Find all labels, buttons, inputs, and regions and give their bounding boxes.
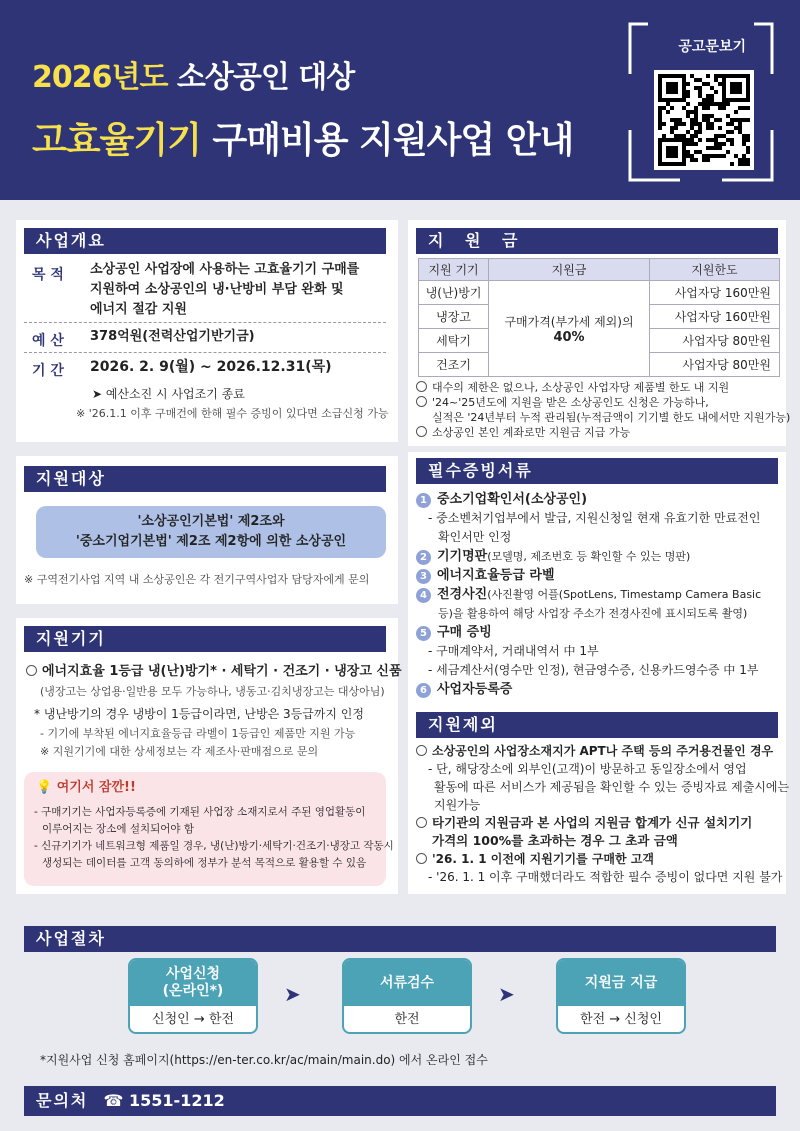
table-cell: 냉(난)방기 (419, 281, 489, 305)
col-header: 지원금 (489, 259, 650, 281)
table-cell: 사업자당 160만원 (649, 281, 779, 305)
number-badge-3: 3 (416, 569, 431, 584)
title-line-2: 고효율기기 구매비용 지원사업 안내 (32, 120, 574, 161)
arrow-right-icon: ➤ (284, 982, 301, 1006)
devices-heading: 지원기기 (24, 626, 386, 652)
divider (24, 322, 386, 323)
purpose-label: 목 적 (32, 267, 64, 283)
support-table (418, 258, 780, 377)
target-box: '소상공인기본법' 제2조와 '중소기업기본법' 제2조 제2항에 의한 소상공인 (36, 506, 386, 558)
purpose-text: 소상공인 사업장에 사용하는 고효율기기 구매를 지원하여 소상공인의 냉·난방비 부담 완화 및 에너지 절감 지원 (90, 262, 360, 317)
process-heading: 사업절차 (24, 926, 776, 952)
col-header: 지원한도 (649, 259, 779, 281)
table-cell: 사업자당 80만원 (649, 353, 779, 377)
process-note: *지원사업 신청 홈페이지(https://en-ter.co.kr/ac/main/main.do) 에서 온라인 접수 (40, 1053, 488, 1067)
step-payment: 지원금 지급 한전 → 신청인 (556, 958, 686, 1034)
number-badge-2: 2 (416, 550, 431, 565)
title-line-1: 2026년도 소상공인 대상 (32, 60, 355, 95)
target-heading: 지원대상 (24, 466, 386, 492)
step-apply: 사업신청 (온라인*) 신청인 → 한전 (128, 958, 258, 1034)
table-cell: 세탁기 (419, 329, 489, 353)
period-note-2: ※ '26.1.1 이후 구매건에 한해 필수 증빙이 있다면 소급신청 가능 (76, 407, 389, 420)
docs-heading: 필수증빙서류 (416, 458, 778, 484)
col-header: 지원 기기 (419, 259, 489, 281)
period-text: 2026. 2. 9(월) ~ 2026.12.31(목) (90, 359, 332, 375)
docs-list: 1 중소기업확인서(소상공인) - 중소벤처기업부에서 발급, 지원신청일 현재 유효기한 만료전인 확인서만 인정 2 기기명판(모델명, 제조번호 등 확인할 수 있는 명판) 3 에너지효율등급 라벨 4 전경사진(사진촬영 어플(SpotLens, Timestamp Camera Basic 등)을 활용하여 해당 사업장 주소가 전경사진에 표시되도록 촬영) 5 구매 증빙 - 구매계약서, 거래내역서 中 1부 - 세금계산서(영수만 인정), 현금영수증, 신용카드영수증 中 1부 6 사업자등록증 (416, 490, 761, 699)
caution-text: - 구매기기는 사업자등록증에 기재된 사업장 소재지로서 주된 영업활동이 이루어지는 장소에 설치되어야 함 - 신규기기가 네트워크형 제품일 경우, 냉(난)방기·세탁기·건조기·냉장고 작동시 생성되는 데이터를 고객 동의하에 정부가 분석 목적으로 활용할 수 있음 (34, 806, 394, 869)
qr-block[interactable] (628, 22, 774, 182)
devices-sub3: - 기기에 부착된 에너지효율등급 라벨이 1등급인 제품만 지원 가능 (40, 727, 356, 740)
table-cell: 냉장고 (419, 305, 489, 329)
table-cell: 사업자당 160만원 (649, 305, 779, 329)
divider (24, 352, 386, 353)
number-badge-6: 6 (416, 683, 431, 698)
devices-main: 에너지효율 1등급 냉(난)방기* · 세탁기 · 건조기 · 냉장고 신품 (26, 662, 402, 682)
qr-code[interactable] (654, 70, 754, 170)
budget-text: 378억원(전력산업기반기금) (90, 329, 255, 344)
table-cell: 사업자당 80만원 (649, 329, 779, 353)
table-cell: 건조기 (419, 353, 489, 377)
exclude-heading: 지원제외 (416, 712, 778, 738)
number-badge-5: 5 (416, 626, 431, 641)
bulb-icon: 💡 (36, 780, 53, 795)
number-badge-1: 1 (416, 493, 431, 508)
budget-label: 예 산 (32, 333, 64, 349)
arrow-right-icon: ➤ (498, 982, 515, 1006)
support-heading: 지 원 금 (416, 228, 778, 254)
devices-sub2: * 냉난방기의 경우 냉방이 1등급이라면, 난방은 3등급까지 인정 (34, 707, 364, 721)
support-notes: 대수의 제한은 없으나, 소상공인 사업자당 제품별 한도 내 지원 '24~'25년도에 지원을 받은 소상공인도 신청은 가능하나, 실적은 '24년부터 누적 관리됨(누적금액이 기기별 한도 내에서만 지원가능) 소상공인 본인 계좌로만 지원금 지급 가능 (416, 380, 790, 440)
exclude-list: 소상공인의 사업장소재지가 APT나 주택 등의 주거용건물인 경우 - 단, 해당장소에 외부인(고객)이 방문하고 동일장소에서 영업 활동에 따른 서비스가 제공됨을 확인할 수 있는 증빙자료 제출시에는 지원가능 타기관의 지원금과 본 사업의 지원금 합계가 신규 설치기기 가격의 100%를 초과하는 경우 그 초과 금액 '26. 1. 1 이전에 지원기기를 구매한 고객 - '26. 1. 1 이후 구매했더라도 적합한 필수 증빙이 없다면 지원 불가 (416, 742, 789, 886)
caution-title: 💡 여기서 잠깐!! (36, 780, 136, 795)
target-note: ※ 구역전기사업 지역 내 소상공인은 각 전기구역사업자 담당자에게 문의 (24, 573, 370, 586)
overview-heading: 사업개요 (24, 228, 386, 254)
amount-cell: 구매가격(부가세 제외)의 40% (489, 281, 650, 377)
contact-bar: 문의처 ☎ 1551-1212 (24, 1086, 776, 1116)
devices-sub1: (냉장고는 상업용·일반용 모두 가능하나, 냉동고·김치냉장고는 대상아님) (40, 685, 385, 698)
contact-phone[interactable]: ☎ 1551-1212 (103, 1091, 225, 1110)
number-badge-4: 4 (416, 588, 431, 603)
step-review: 서류검수 한전 (342, 958, 472, 1034)
qr-label: 공고문보기 (678, 39, 746, 55)
period-label: 기 간 (32, 363, 64, 379)
period-note: ➤ 예산소진 시 사업조기 종료 (92, 387, 245, 401)
devices-sub4: ※ 지원기기에 대한 상세정보는 각 제조사·판매점으로 문의 (40, 745, 319, 758)
